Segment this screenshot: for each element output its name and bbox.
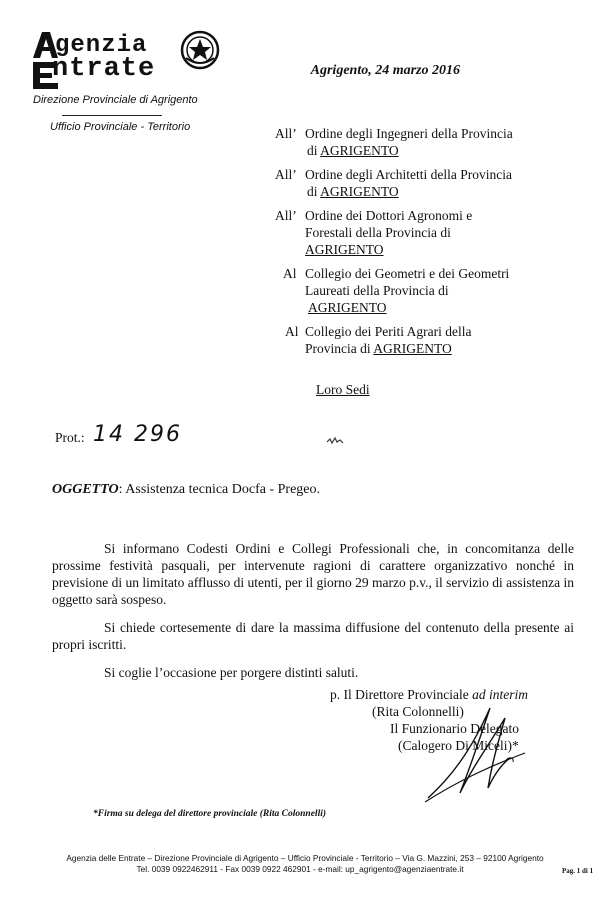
header-divider: [62, 115, 162, 116]
recipient-prefix: All’: [275, 126, 297, 141]
page-footer: [0, 853, 600, 875]
signer-interim: ad interim: [472, 687, 528, 702]
recipient-line: Collegio dei Periti Agrari della: [305, 324, 472, 339]
signature-footnote: *Firma su delega del direttore provinciale (Rita Colonnelli): [93, 809, 327, 819]
recipient-prefix: Al: [283, 266, 297, 281]
recipient-city: AGRIGENTO: [320, 184, 399, 199]
recipient-line: di: [307, 184, 318, 199]
recipient-line: Ordine degli Ingegneri della Provincia: [305, 126, 513, 141]
footer-address: Agenzia delle Entrate – Direzione Provinciale di Agrigento – Ufficio Provinciale - Territorio – Via G. Mazzini, 253 – 92100 Agrigento: [66, 853, 544, 863]
footer-contacts: Tel. 0039 0922462911 - Fax 0039 0922 462901 - e-mail: up_agrigento@agenziaentrate.it: [136, 864, 464, 874]
recipient-item: [275, 207, 575, 258]
loro-sedi: Loro Sedi: [316, 382, 370, 397]
recipients-block: [275, 125, 575, 364]
recipient-line: Collegio dei Geometri e dei Geometri: [305, 266, 510, 281]
recipient-line: Provincia di: [305, 341, 371, 356]
subject-line: [52, 482, 320, 498]
recipient-line: di: [307, 143, 318, 158]
recipient-prefix: Al: [285, 324, 299, 339]
recipient-item: [275, 323, 575, 357]
subject-label: OGGETTO: [52, 482, 119, 497]
recipient-item: [275, 265, 575, 316]
recipient-line: Ordine dei Dottori Agronomi e: [305, 208, 473, 223]
ink-mark-icon: [326, 436, 344, 446]
recipient-city: AGRIGENTO: [320, 143, 399, 158]
protocol-label: Prot.:: [55, 430, 85, 445]
recipient-city: AGRIGENTO: [305, 242, 384, 257]
letter-body: [52, 540, 574, 692]
subject-text: : Assistenza tecnica Docfa - Pregeo.: [118, 482, 321, 497]
recipient-line: Forestali della Provincia di: [305, 225, 451, 240]
republic-emblem-icon: [180, 30, 220, 70]
agency-logo: [30, 30, 230, 90]
recipient-prefix: All’: [275, 167, 297, 182]
logo-text-line1: genzia: [55, 32, 148, 59]
recipient-prefix: All’: [275, 208, 297, 223]
recipient-city: AGRIGENTO: [308, 300, 387, 315]
protocol-number: 14 296: [93, 422, 182, 447]
body-paragraph: Si coglie l’occasione per porgere distinti saluti.: [104, 665, 359, 680]
department-name: Direzione Provinciale di Agrigento: [33, 94, 198, 106]
body-paragraph: Si informano Codesti Ordini e Collegi Professionali che, in concomitanza delle prossime festività pasquali, per intervenute ragioni di carattere organizzativo nonché in previsione di un limitato afflusso di utenti, per il giorno 29 marzo p.v., il servizio di assistenza in oggetto sarà sospeso.: [52, 541, 574, 607]
logo-text-line2: ntrate: [52, 54, 156, 84]
recipient-item: [275, 166, 575, 200]
delegate-name: (Calogero Di Miceli)*: [398, 738, 519, 753]
recipient-city: AGRIGENTO: [373, 341, 452, 356]
document-date: Agrigento, 24 marzo 2016: [310, 63, 460, 78]
signer-title-text: p. Il Direttore Provinciale: [330, 687, 473, 702]
delegate-title: Il Funzionario Delegato: [390, 721, 519, 736]
signer-name: (Rita Colonnelli): [372, 704, 464, 719]
office-name: Ufficio Provinciale - Territorio: [50, 121, 191, 133]
page-number: Pag. 1 di 1: [562, 867, 594, 875]
recipient-line: Laureati della Provincia di: [305, 283, 449, 298]
recipient-line: Ordine degli Architetti della Provincia: [305, 167, 512, 182]
body-paragraph: Si chiede cortesemente di dare la massima diffusione del contenuto della presente ai propri iscritti.: [52, 620, 574, 652]
handwritten-signature-icon: [410, 698, 530, 808]
recipient-item: [275, 125, 575, 159]
